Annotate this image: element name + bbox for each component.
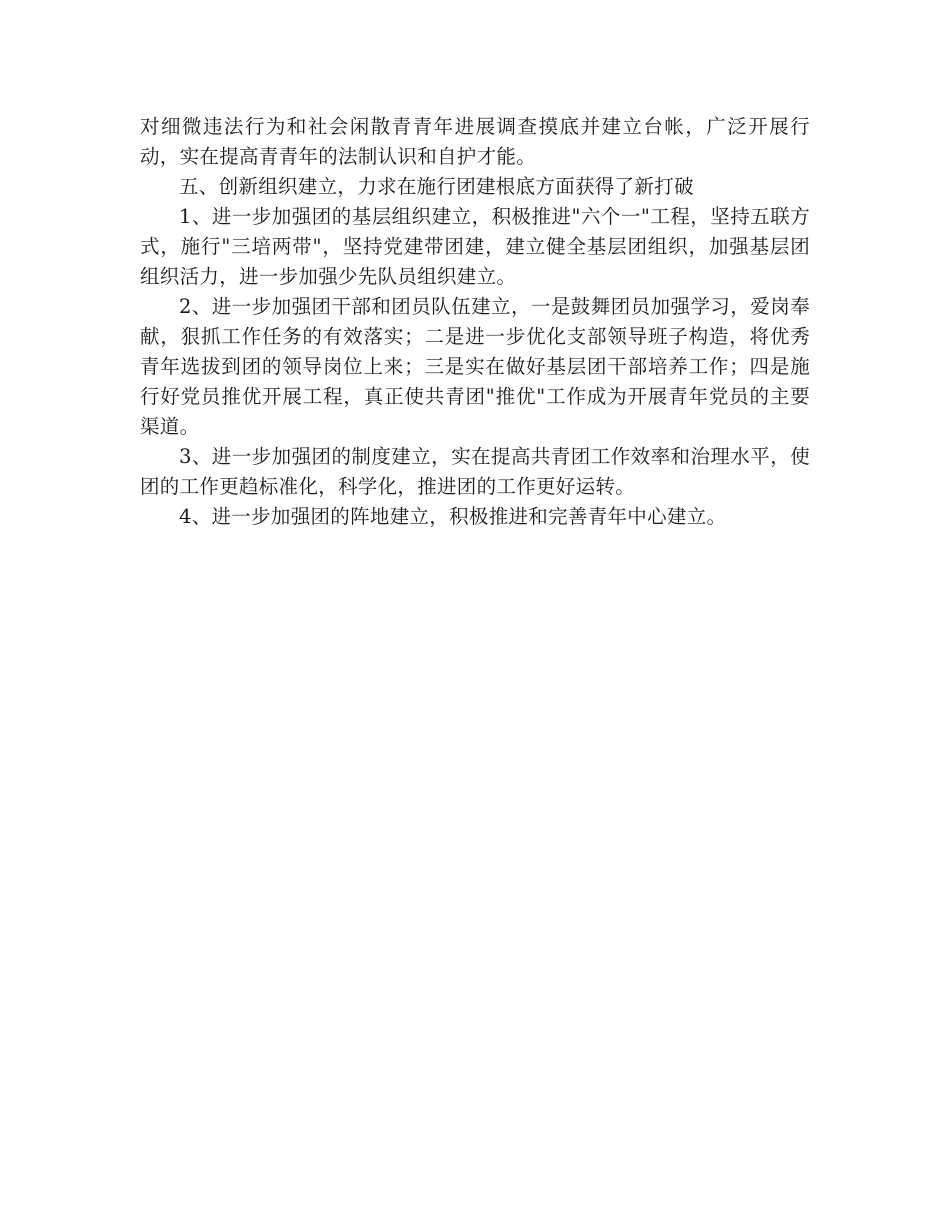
paragraph-item-3: 3、进一步加强团的制度建立，实在提高共青团工作效率和治理水平，使团的工作更趋标准化，科学化，推进团的工作更好运转。 (140, 445, 810, 498)
paragraph-continuation: 对细微违法行为和社会闲散青青年进展调查摸底并建立台帐，广泛开展行动，实在提高青青年的法制认识和自护才能。 (140, 115, 810, 168)
section-heading-five: 五、创新组织建立，力求在施行团建根底方面获得了新打破 (179, 175, 694, 198)
document-body (140, 112, 810, 532)
paragraph-item-1: 1、进一步加强团的基层组织建立，积极推进"六个一"工程，坚持五联方式，施行"三培两带"，坚持党建带团建，建立健全基层团组织，加强基层团组织活力，进一步加强少先队员组织建立。 (140, 205, 810, 288)
paragraph-item-4: 4、进一步加强团的阵地建立，积极推进和完善青年中心建立。 (179, 505, 727, 528)
paragraph-item-2: 2、进一步加强团干部和团员队伍建立，一是鼓舞团员加强学习，爱岗奉献，狠抓工作任务的有效落实；二是进一步优化支部领导班子构造，将优秀青年选拔到团的领导岗位上来；三是实在做好基层团干部培养工作；四是施行好党员推优开展工程，真正使共青团"推优"工作成为开展青年党员的主要渠道。 (140, 295, 810, 438)
